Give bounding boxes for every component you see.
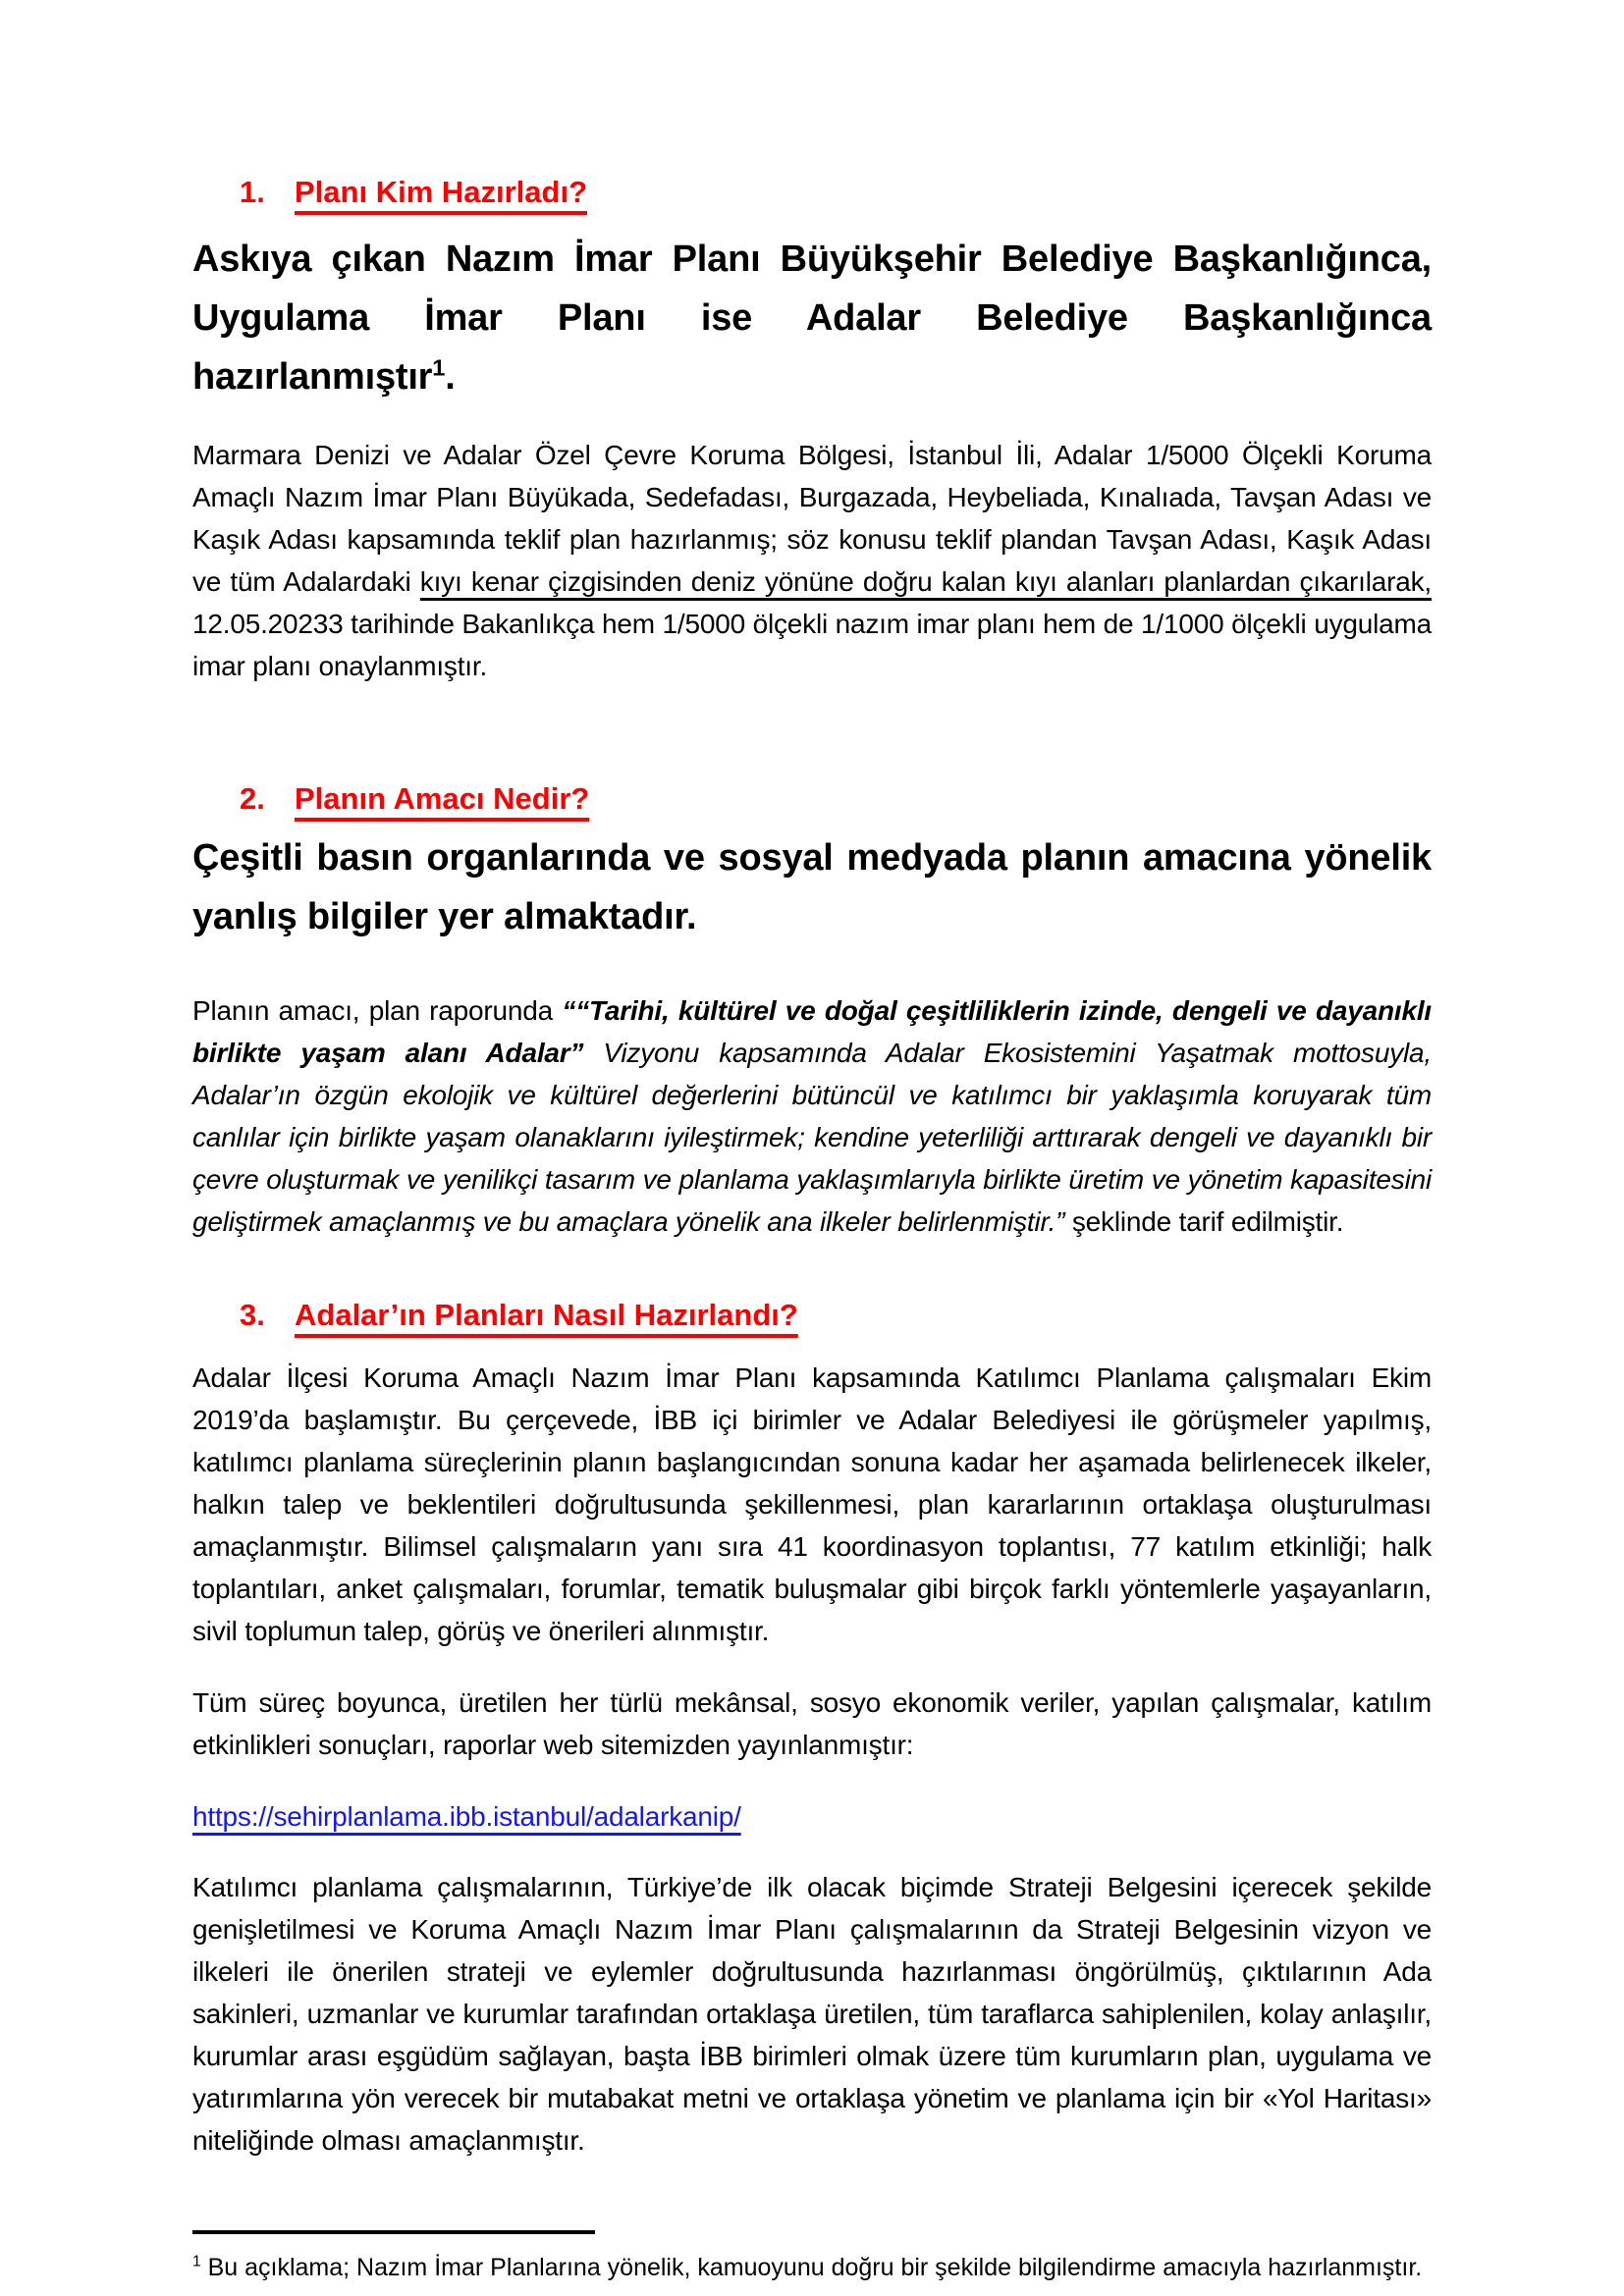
section-3-paragraph-3: Katılımcı planlama çalışmalarının, Türkiye’de ilk olacak biçimde Strateji Belgesini içerecek şekilde genişletilmesi ve Koruma Amaçlı Nazım İmar Planı çalışmalarının da Strateji Belgesinin vizyon ve ilkeleri ile önerilen strateji ve eylemler doğrultusunda hazırlanması öngörülmüş, çıktılarının Ada sakinleri, uzmanlar ve kurumlar tarafından ortaklaşa üretilen, tüm taraflarca sahiplenilen, kolay anlaşılır, kurumlar arası eşgüdüm sağlayan, başta İBB birimleri olmak üzere tüm kurumların plan, uygulama ve yatırımlarına yön verecek bir mutabakat metni ve ortaklaşa yönetim ve planlama için bir «Yol Haritası» niteliğinde olması amaçlanmıştır. — [192, 1872, 1432, 2156]
footnote — [192, 2248, 1432, 2287]
section-2-lead-statement: Çeşitli basın organlarında ve sosyal medyada planın amacına yönelik yanlış bilgiler yer almaktadır. — [192, 837, 1432, 937]
footnote-marker: 1 — [192, 2253, 201, 2270]
section-3-heading — [192, 1298, 1432, 1333]
sehirplanlama-link[interactable]: https://sehirplanlama.ibb.istanbul/adalarkanip/ — [192, 1801, 741, 1832]
section-2-heading — [192, 781, 1432, 817]
footnote-text: Bu açıklama; Nazım İmar Planlarına yönelik, kamuoyunu doğru bir şekilde bilgilendirme amacıyla hazırlanmıştır. — [200, 2254, 1423, 2281]
section-1-title: Planı Kim Hazırladı? — [295, 175, 588, 209]
section-1-heading — [192, 175, 1432, 210]
section-1-number: 1. — [240, 175, 265, 209]
section-3-paragraph-1: Adalar İlçesi Koruma Amaçlı Nazım İmar Planı kapsamında Katılımcı Planlama çalışmaları Ekim 2019’da başlamıştır. Bu çerçevede, İBB içi birimler ve Adalar Belediyesi ile görüşmeler yapılmış, katılımcı planlama süreçlerinin planın başlangıcından sonuna kadar her aşamada belirlenecek ilkeler, halkın talep ve beklentileri doğrultusunda şekillenmesi, plan kararlarının ortaklaşa oluşturulması amaçlanmıştır. Bilimsel çalışmaların yanı sıra 41 koordinasyon toplantısı, 77 katılım etkinliği; halk toplantıları, anket çalışmaları, forumlar, tematik buluşmalar gibi birçok farklı yöntemlerle yaşayanların, sivil toplumun talep, görüş ve önerileri alınmıştır. — [192, 1362, 1432, 1646]
section-2-number: 2. — [240, 781, 265, 816]
footnote-separator — [192, 2230, 595, 2234]
section-1-paragraph: Marmara Denizi ve Adalar Özel Çevre Koruma Bölgesi, İstanbul İli, Adalar 1/5000 Ölçekli Koruma Amaçlı Nazım İmar Planı Büyükada, Sedefadası, Burgazada, Heybeliada, Kınalıada, Tavşan Adası ve Kaşık Adası kapsamında teklif plan hazırlanmış; söz konusu teklif plandan Tavşan Adası, Kaşık Adası ve tüm Adalardaki kıyı kenar çizgisinden deniz yönüne doğru kalan kıyı alanları planlardan çıkarılarak, 12.05.20233 tarihinde Bakanlıkça hem 1/5000 ölçekli nazım imar planı hem de 1/1000 ölçekli uygulama imar planı onaylanmıştır. — [192, 440, 1432, 681]
section-2-title: Planın Amacı Nedir? — [295, 781, 590, 816]
section-3-title: Adalar’ın Planları Nasıl Hazırlandı? — [295, 1298, 798, 1332]
section-1-lead-statement: Askıya çıkan Nazım İmar Planı Büyükşehir Belediye Başkanlığınca, Uygulama İmar Planı ise Adalar Belediye Başkanlığınca hazırlanmıştır$^1$. — [192, 239, 1432, 398]
section-3-number: 3. — [240, 1298, 265, 1332]
section-2-paragraph: Planın amacı, plan raporunda ““Tarihi, kültürel ve doğal çeşitliliklerin izinde, dengeli ve dayanıklı birlikte yaşam alanı Adalar” Vizyonu kapsamında Adalar Ekosistemini Yaşatmak mottosuyla, Adalar’ın özgün ekolojik ve kültürel değerlerini bütüncül ve katılımcı bir yaklaşımla koruyarak tüm canlılar için birlikte yaşam olanaklarını iyileştirmek; kendine yeterliliği arttırarak dengeli ve dayanıklı bir çevre oluşturmak ve yenilikçi tasarım ve planlama yaklaşımlarıyla birlikte üretim ve yönetim kapasitesini geliştirmek amaçlanmış ve bu amaçlara yönelik ana ilkeler belirlenmiştir.” şeklinde tarif edilmiştir. — [192, 995, 1432, 1237]
section-3-paragraph-2: Tüm süreç boyunca, üretilen her türlü mekânsal, sosyo ekonomik veriler, yapılan çalışmalar, katılım etkinlikleri sonuçları, raporlar web sitemizden yayınlanmıştır: — [192, 1687, 1432, 1760]
